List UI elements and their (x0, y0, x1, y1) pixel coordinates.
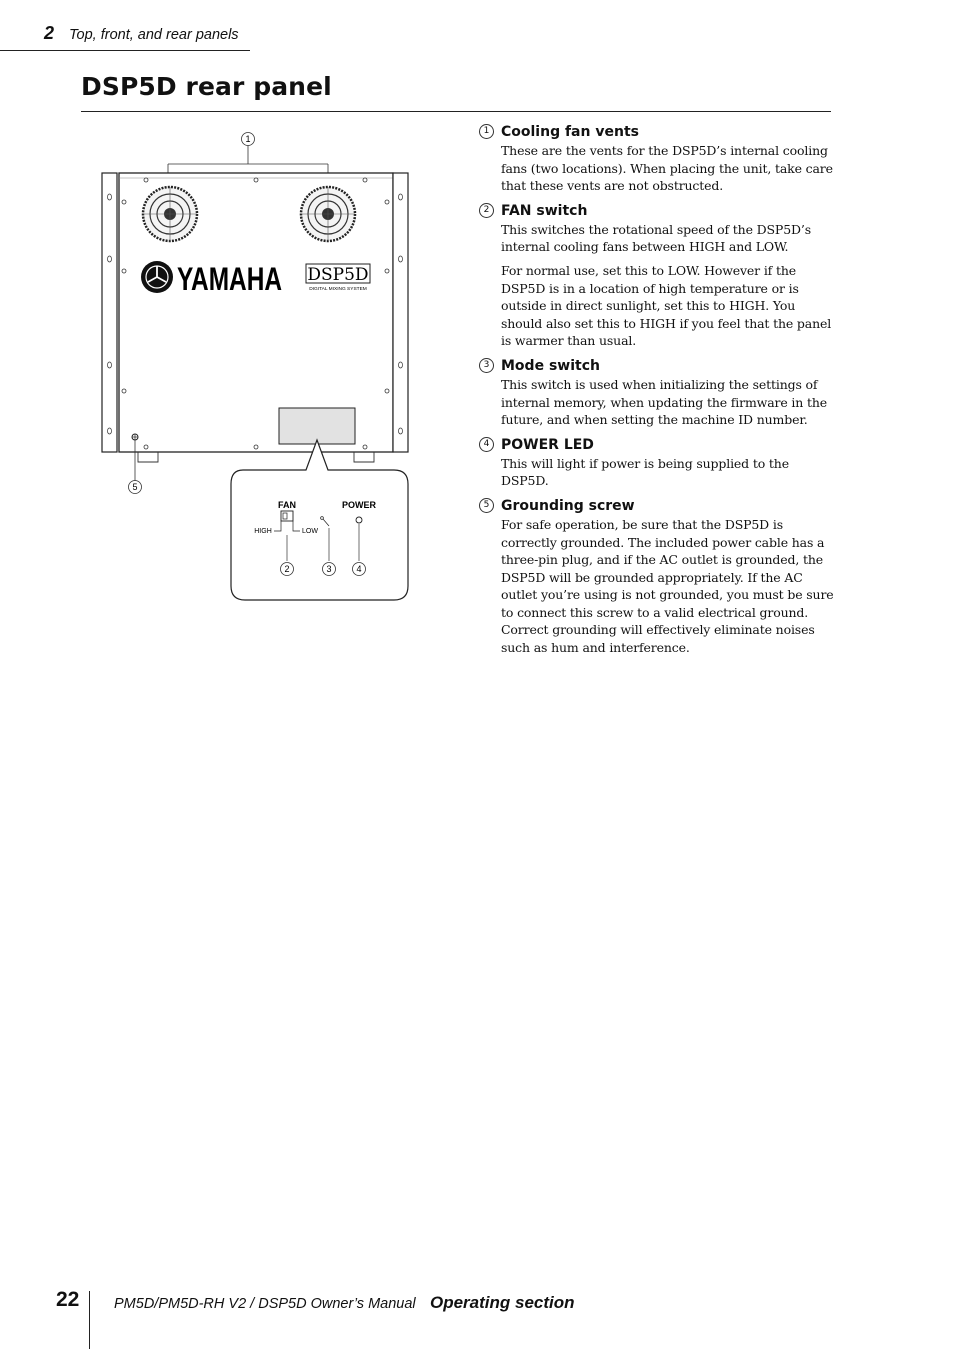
item-number: 2 (479, 203, 494, 218)
yamaha-logo (141, 261, 282, 297)
manual-title: PM5D/PM5D-RH V2 / DSP5D Owner’s Manual (114, 1296, 416, 1312)
item-list (476, 122, 836, 663)
item-paragraph: For safe operation, be sure that the DSP5D is correctly grounded. The included power cable has a three-pin plug, and if the AC outlet is grounded, the DSP5D will be grounded appropriately. If the AC outlet you’re using is not grounded, you must be sure to connect this screw to a valid electrical ground. Correct grounding will effectively eliminate noises such as hum and interference. (501, 516, 834, 656)
item-title: POWER LED (501, 436, 594, 453)
title-rule (81, 111, 831, 112)
item-power-led (476, 435, 836, 490)
zoom-detail-balloon (231, 440, 408, 600)
svg-text:DSP5D: DSP5D (307, 265, 369, 285)
rear-panel-illustration (95, 125, 425, 615)
item-title: Grounding screw (501, 497, 635, 514)
dsp5d-model-badge (306, 264, 370, 292)
svg-text:DIGITAL MIXING SYSTEM: DIGITAL MIXING SYSTEM (309, 287, 367, 292)
item-mode-switch (476, 356, 836, 429)
item-fan-switch (476, 201, 836, 350)
cooling-fan-vent-right (301, 187, 355, 241)
svg-text:5: 5 (132, 482, 138, 492)
running-header (0, 20, 250, 51)
cooling-fan-vent-left (143, 187, 197, 241)
item-cooling-fan-vents (476, 122, 836, 195)
item-paragraph: This will light if power is being supplied to the DSP5D. (501, 455, 789, 489)
page-title: DSP5D rear panel (81, 72, 332, 101)
item-paragraph: These are the vents for the DSP5D’s internal cooling fans (two locations). When placing the unit, take care that these vents are not obstructed. (501, 143, 833, 194)
callout-5 (129, 481, 142, 494)
item-title: FAN switch (501, 202, 588, 219)
footer-divider (89, 1291, 90, 1349)
svg-text:1: 1 (245, 134, 251, 144)
chapter-title: Top, front, and rear panels (69, 27, 239, 43)
item-paragraph: This switch is used when initializing the settings of internal memory, when updating the firmware in the future, and when setting the machine ID number. (501, 376, 827, 428)
item-title: Mode switch (501, 357, 600, 374)
item-number: 5 (479, 498, 494, 513)
power-label: POWER (341, 500, 377, 510)
item-title: Cooling fan vents (501, 124, 639, 140)
rear-panel-figure (95, 125, 425, 615)
item-paragraph: For normal use, set this to LOW. However if the DSP5D is in a location of high temperature or is outside in direct sunlight, set this to HIGH. You should also set this to HIGH if you feel that the panel is warmer than usual. (501, 262, 832, 349)
item-number: 3 (479, 358, 494, 373)
svg-text:4: 4 (356, 564, 362, 574)
item-number: 1 (479, 124, 494, 139)
page-number: 22 (56, 1288, 80, 1311)
item-paragraph: This switches the rotational speed of the DSP5D’s internal cooling fans between HIGH and LOW. (501, 221, 811, 255)
low-label: LOW (302, 528, 318, 535)
item-number: 4 (479, 437, 494, 452)
svg-text:2: 2 (284, 564, 290, 574)
power-led (356, 517, 362, 523)
svg-text:3: 3 (326, 564, 332, 574)
rack-ear-right (393, 173, 408, 452)
item-grounding-screw (476, 496, 836, 657)
high-label: HIGH (254, 528, 272, 535)
svg-text:YAMAHA: YAMAHA (177, 261, 282, 297)
chapter-number: 2 (44, 23, 55, 43)
fan-label: FAN (278, 500, 296, 510)
rack-ear-left (102, 173, 117, 452)
section-name: Operating section (430, 1293, 575, 1312)
